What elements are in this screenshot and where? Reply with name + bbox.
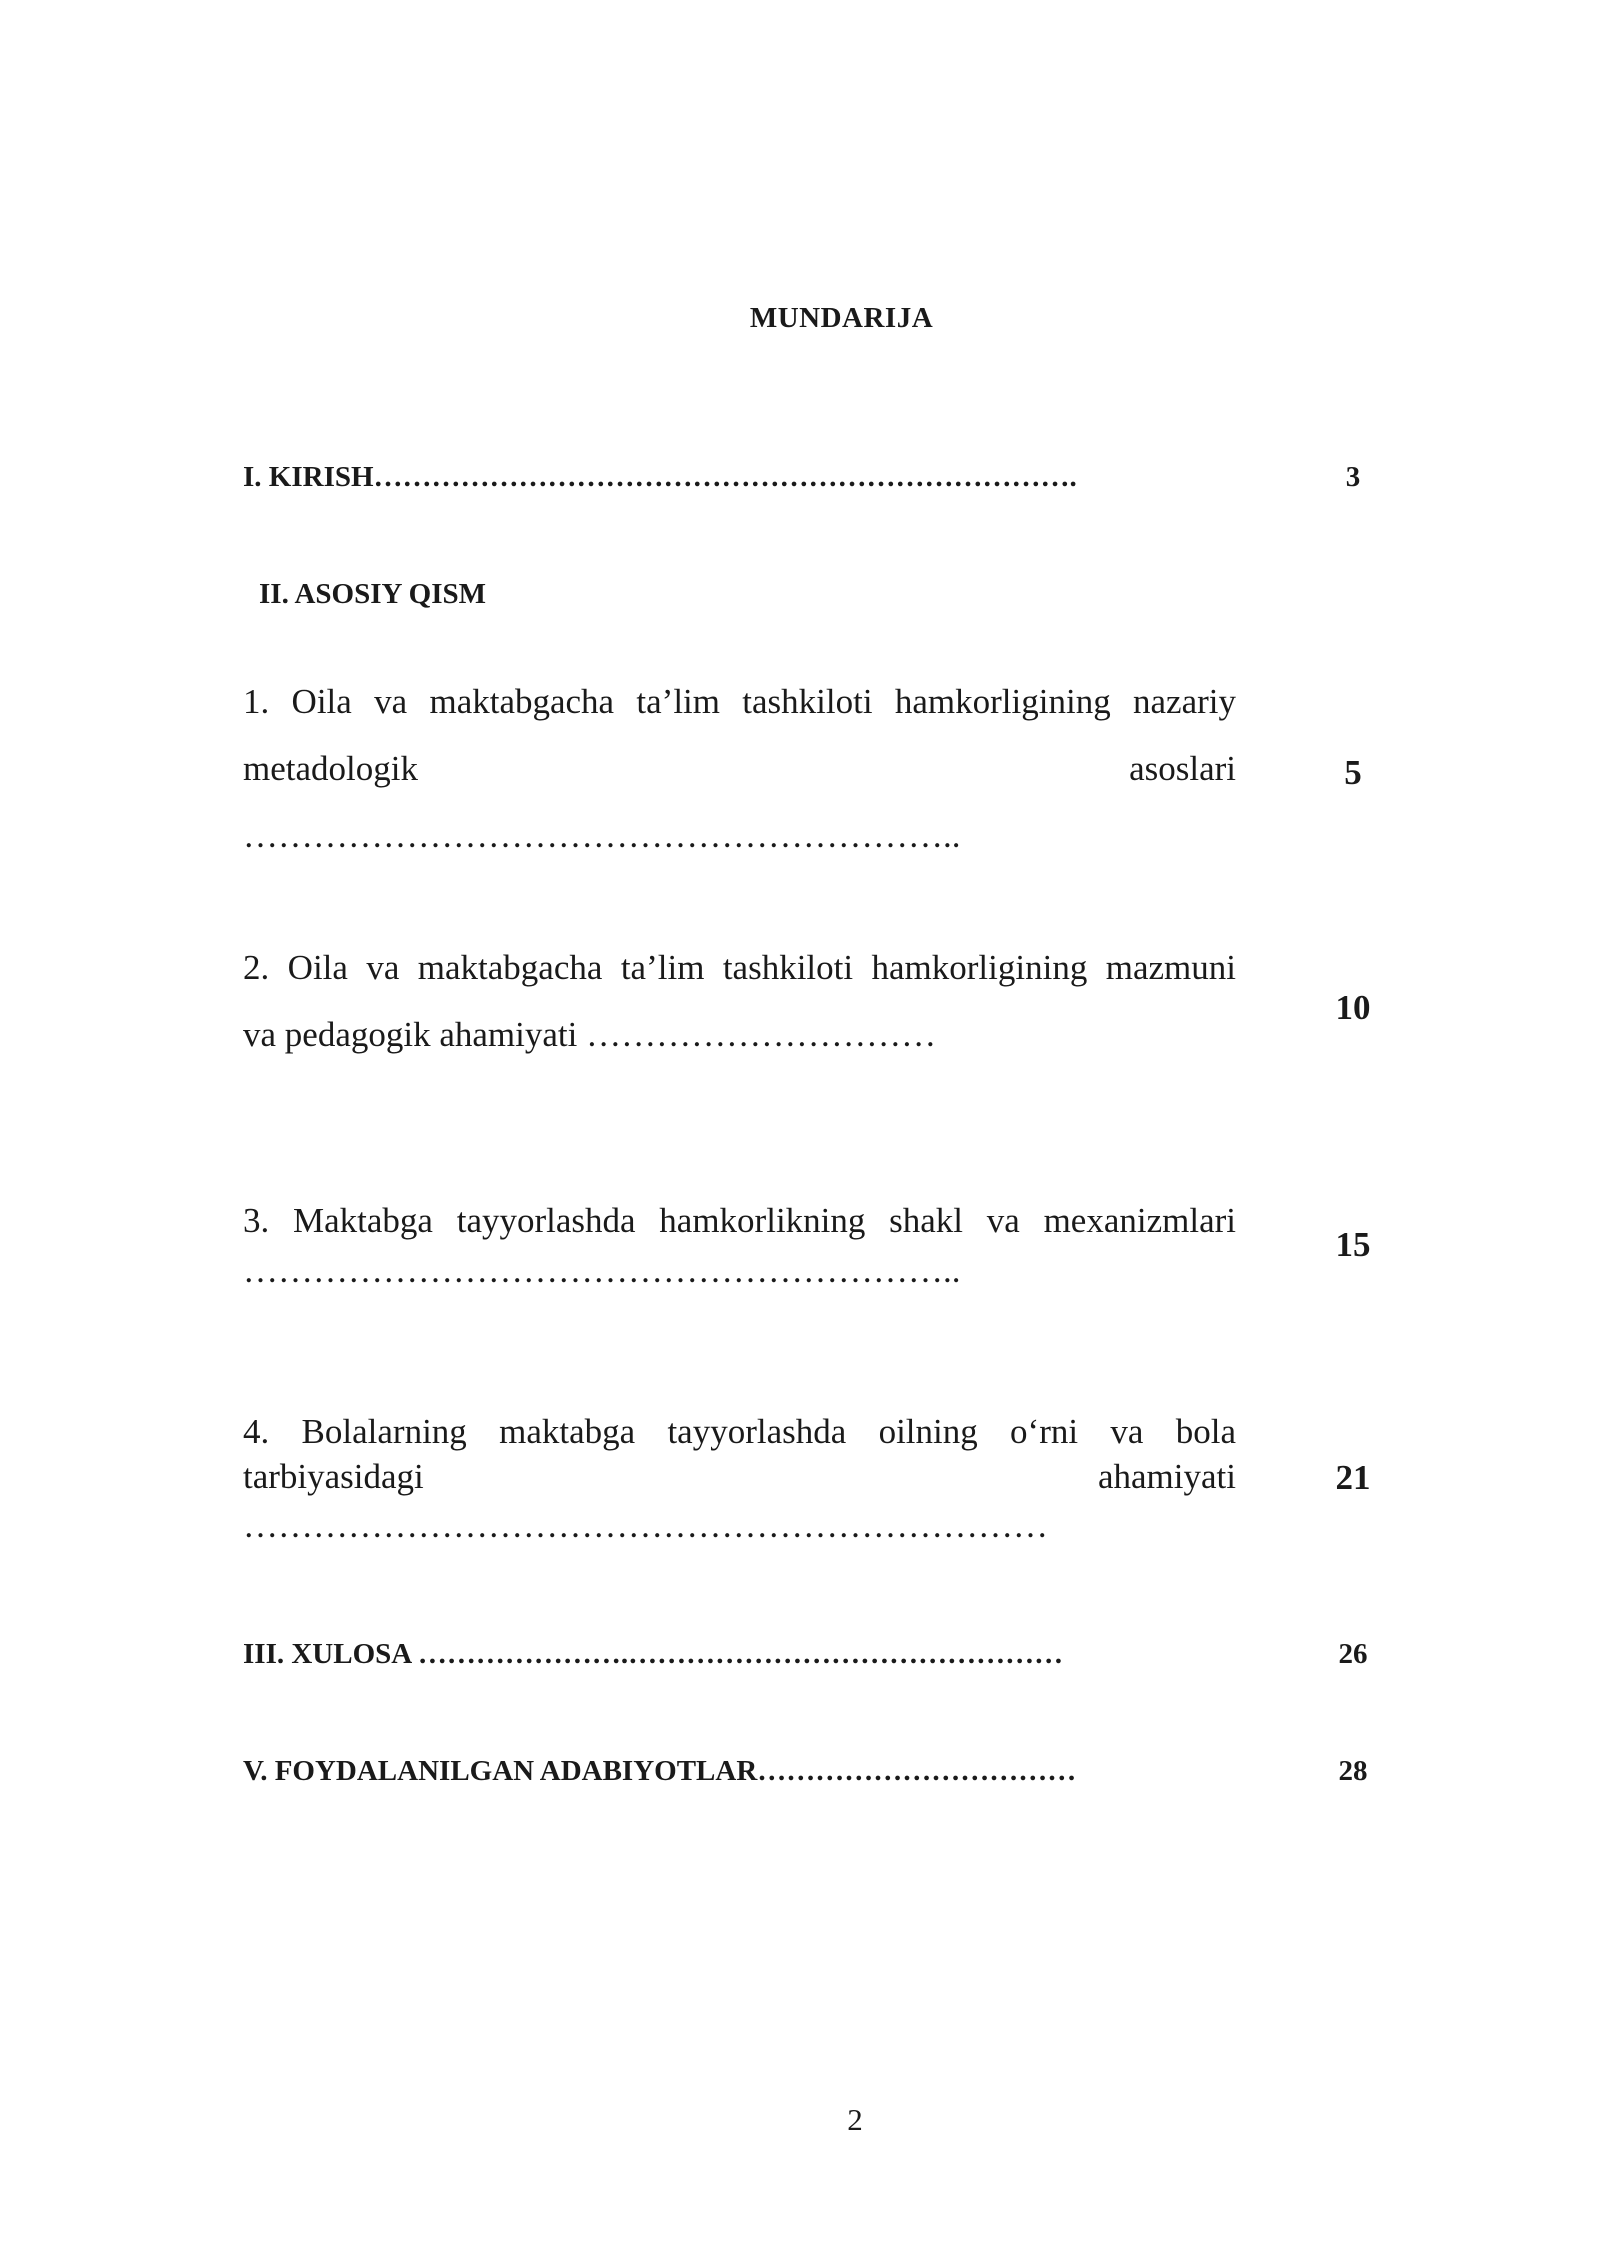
page-title: MUNDARIJA: [749, 302, 934, 334]
toc-item-3: [243, 1203, 1236, 1288]
toc-item-1-line2-left: metadologik: [243, 749, 418, 788]
toc-item-2: [243, 950, 1236, 1052]
toc-item-1-leader: ……………………………………………………..: [243, 816, 961, 855]
toc-item-1: [243, 684, 1236, 853]
toc-page-kirish: 3: [1345, 461, 1361, 493]
toc-item-2-line1: 2. Oila va maktabgacha ta’lim tashkiloti hamkorligining mazmuni: [243, 948, 1236, 987]
toc-item-4-line2: [243, 1459, 1236, 1494]
toc-section-asosiy: II. ASOSIY QISM: [259, 578, 486, 610]
toc-item-2-line2: va pedagogik ahamiyati …………………………: [243, 1015, 937, 1054]
toc-page-item-1: 5: [1344, 753, 1362, 792]
footer-page-number: 2: [847, 2102, 863, 2137]
toc-page-item-2: 10: [1335, 988, 1371, 1027]
toc-item-4: [243, 1414, 1236, 1543]
toc-item-4-leader: ……………………………………………………………: [243, 1506, 1048, 1545]
toc-entry-xulosa: III. XULOSA ………………….………………………………………: [243, 1638, 1064, 1670]
toc-page-adabiyotlar: 28: [1338, 1755, 1368, 1787]
toc-item-4-line2-left: tarbiyasidagi: [243, 1457, 424, 1496]
toc-page-xulosa: 26: [1338, 1638, 1368, 1670]
toc-page-item-4: 21: [1335, 1458, 1371, 1497]
toc-item-4-line1: 4. Bolalarning maktabga tayyorlashda oilning o‘rni va bola: [243, 1412, 1236, 1451]
toc-item-4-line2-right: ahamiyati: [1097, 1457, 1236, 1496]
toc-item-1-line1: 1. Oila va maktabgacha ta’lim tashkiloti hamkorligining nazariy: [243, 682, 1236, 721]
toc-item-3-line1: 3. Maktabga tayyorlashda hamkorlikning shakl va mexanizmlari: [243, 1201, 1236, 1240]
toc-entry-adabiyotlar: V. FOYDALANILGAN ADABIYOTLAR……………………………: [243, 1755, 1077, 1787]
toc-item-3-leader: ……………………………………………………..: [243, 1251, 961, 1290]
toc-item-1-line2-right: asoslari: [1129, 749, 1236, 788]
toc-entry-kirish: I. KIRISH……………………………………………………………….: [243, 461, 1077, 493]
toc-item-1-line2: [243, 751, 1236, 786]
toc-page-item-3: 15: [1335, 1225, 1371, 1264]
